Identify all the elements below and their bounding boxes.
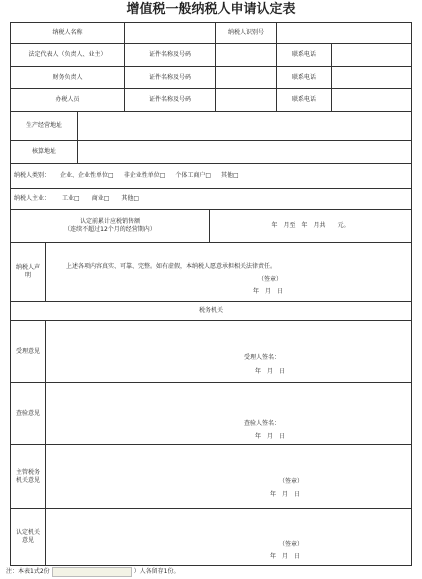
receiving-opinion-label: 受理意见 [10,320,46,383]
tax-officer-label: 办税人员 [10,88,125,112]
finance-head-label: 财务负责人 [10,66,125,89]
finance-head-phone-label: 联系电话 [276,66,332,89]
taxpayer-type-row [10,163,412,189]
legal-rep-phone-value[interactable] [331,43,412,67]
industry-option-industrial[interactable]: 工业□ [62,195,80,202]
approval-date: 年 月 日 [270,553,301,560]
review-date: 年 月 日 [255,433,286,440]
sales-label-cell [10,209,210,243]
authority-opinion-cell[interactable] [45,444,412,509]
taxpayer-name-label: 纳税人名称 [10,22,125,44]
authority-seal: （签章） [279,478,304,485]
review-opinion-label: 查验意见 [10,382,46,445]
verification-address-label: 核算地址 [10,140,78,164]
tax-authority-header: 税务机关 [10,301,412,321]
business-address-label: 生产经营地址 [10,111,78,141]
receiving-date: 年 月 日 [255,368,286,375]
sales-label-line1: 认定前累计应税销售额 [79,218,140,225]
business-address-value[interactable] [77,111,412,141]
finance-head-id-label: 证件名称及号码 [124,66,216,89]
tax-officer-phone-label: 联系电话 [276,88,332,112]
tax-id-label: 纳税人识别号 [215,22,277,44]
finance-head-id-value[interactable] [215,66,277,89]
sales-period-value[interactable]: 年 月至 年 月共 元。 [209,209,412,243]
taxpayer-type-label: 纳税人类别： [14,172,51,179]
legal-rep-label: 法定代表人（负责人、业主） [10,43,125,67]
tax-officer-id-label: 证件名称及号码 [124,88,216,112]
approval-opinion-cell[interactable] [45,508,412,566]
review-opinion-cell[interactable] [45,382,412,445]
legal-rep-id-value[interactable] [215,43,277,67]
type-option-non-enterprise[interactable]: 非企业性单位□ [123,172,166,179]
tax-id-value[interactable] [276,22,412,44]
declaration-title: 纳税人声明 [10,242,46,302]
tax-officer-id-value[interactable] [215,88,277,112]
note-overlay-chip [52,567,132,577]
industry-label: 纳税人主业： [14,195,51,202]
authority-opinion-label: 主管税务机关意见 [10,444,46,509]
type-option-enterprise[interactable]: 企业、企业性单位□ [60,172,114,179]
legal-rep-id-label: 证件名称及号码 [124,43,216,67]
industry-option-other[interactable]: 其他□ [121,195,140,202]
verification-address-value[interactable] [77,140,412,164]
form-title: 增值税一般纳税人申请认定表 [126,2,296,17]
industry-row [10,188,412,210]
footer-note [6,567,179,577]
approval-seal: （签章） [279,541,304,548]
note-prefix: 注：本表1式2份 [6,568,50,575]
industry-option-commercial[interactable]: 商业□ [91,195,110,202]
authority-date: 年 月 日 [270,491,301,498]
declaration-cell [45,242,412,302]
sales-label-line2: （连续不超过12个月的经营期内） [64,226,156,233]
declaration-seal: （签章） [258,276,283,283]
finance-head-phone-value[interactable] [331,66,412,89]
taxpayer-name-value[interactable] [124,22,216,44]
tax-officer-phone-value[interactable] [331,88,412,112]
declaration-date: 年 月 日 [253,288,284,295]
type-option-individual[interactable]: 个体工商户□ [175,172,212,179]
legal-rep-phone-label: 联系电话 [276,43,332,67]
declaration-text: 上述各项内容真实、可靠、完整。如有虚假，本纳税人愿意承担相关法律责任。 [66,263,277,270]
note-suffix: ）人各留存1份。 [133,568,180,575]
reviewer-sign: 查验人签名： [244,420,281,427]
approval-opinion-label: 认定机关意见 [10,508,46,566]
type-option-other[interactable]: 其他□ [221,172,239,179]
receiving-opinion-cell[interactable] [45,320,412,383]
receiver-sign: 受理人签名： [244,354,281,361]
